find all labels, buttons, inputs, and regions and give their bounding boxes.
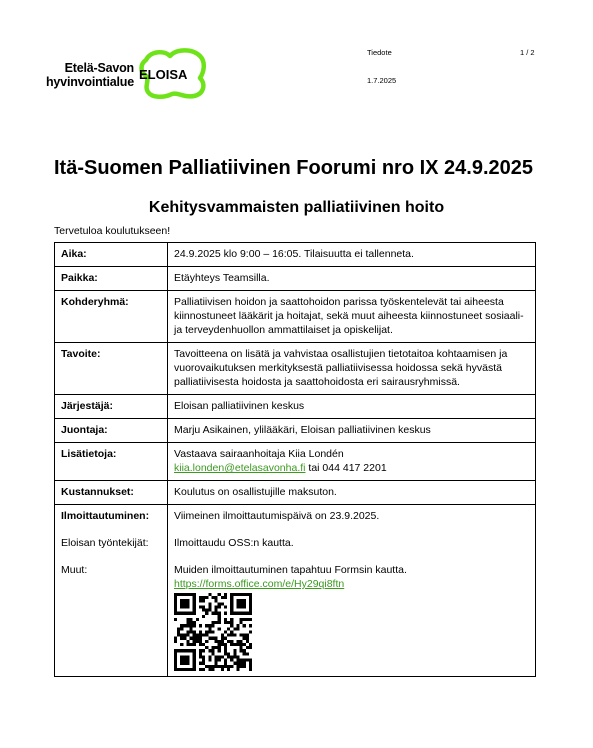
paikka-value: Etäyhteys Teamsilla.	[168, 267, 536, 291]
muut-label: Muut:	[61, 564, 88, 576]
lisatietoja-label: Lisätietoja:	[55, 443, 168, 481]
table-row	[55, 291, 536, 343]
page-number: 1 / 2	[520, 48, 535, 57]
org-logo	[46, 48, 210, 100]
table-row	[55, 481, 536, 505]
contact-email-link[interactable]: kiia.londen@etelasavonha.fi	[174, 462, 306, 474]
lisatietoja-value	[168, 443, 536, 481]
table-row	[55, 443, 536, 481]
page-title: Itä-Suomen Palliatiivinen Foorumi nro IX 24.9.2025	[54, 157, 534, 179]
kohderyhma-value: Palliatiivisen hoidon ja saattohoidon parissa työskentelevät tai aiheesta kiinnostuneet lääkärit ja hoitajat, sekä muut aiheesta kiinnostuneet sosiaali- ja terveydenhuollon ammattilaiset ja opiskelijat.	[168, 291, 536, 343]
tyontekijat-label: Eloisan työntekijät:	[61, 537, 149, 549]
aika-label: Aika:	[55, 243, 168, 267]
tyontekijat-value: Ilmoittaudu OSS:n kautta.	[174, 537, 294, 549]
paikka-label: Paikka:	[55, 267, 168, 291]
doc-type: Tiedote	[367, 48, 392, 57]
table-row	[55, 243, 536, 267]
page-subtitle: Kehitysvammaisten palliatiivinen hoito	[148, 199, 445, 216]
kustannukset-label: Kustannukset:	[55, 481, 168, 505]
table-row	[55, 395, 536, 419]
juontaja-value: Marju Asikainen, ylilääkäri, Eloisan palliatiivinen keskus	[168, 419, 536, 443]
table-row	[55, 343, 536, 395]
table-row	[55, 419, 536, 443]
eloisa-logo-mark	[134, 48, 212, 100]
ilmoittautuminen-values	[168, 505, 536, 677]
info-table	[54, 242, 536, 677]
doc-date: 1.7.2025	[367, 76, 397, 85]
contact-details	[174, 461, 529, 475]
aika-value: 24.9.2025 klo 9:00 – 16:05. Tilaisuutta ei tallenneta.	[168, 243, 536, 267]
qr-code-image	[174, 593, 252, 671]
tavoite-label: Tavoite:	[55, 343, 168, 395]
ilmoittautuminen-labels	[55, 505, 168, 677]
tavoite-value: Tavoitteena on lisätä ja vahvistaa osallistujien tietotaitoa kohtaamisen ja vuorovaikutuksen merkityksestä palliatiivisessa hoidossa sekä hyvästä palliatiivisesta hoidosta ja saattohoidosta eri sairausryhmissä.	[168, 343, 536, 395]
welcome-text: Tervetuloa koulutukseen!	[54, 225, 171, 237]
ilmoittautuminen-label: Ilmoittautuminen:	[61, 510, 150, 522]
juontaja-label: Juontaja:	[55, 419, 168, 443]
jarjestaja-value: Eloisan palliatiivinen keskus	[168, 395, 536, 419]
ilmoittautuminen-value: Viimeinen ilmoittautumispäivä on 23.9.2025.	[174, 510, 380, 522]
table-row	[55, 267, 536, 291]
forms-link[interactable]: https://forms.office.com/e/Hy29qi8ftn	[174, 578, 345, 590]
table-row	[55, 505, 536, 677]
kohderyhma-label: Kohderyhmä:	[55, 291, 168, 343]
org-name-line2: hyvinvointialue	[46, 74, 134, 89]
contact-person: Vastaava sairaanhoitaja Kiia Londén	[174, 448, 344, 460]
org-name	[46, 62, 134, 89]
org-name-line1: Etelä-Savon	[64, 61, 134, 75]
jarjestaja-label: Järjestäjä:	[55, 395, 168, 419]
muut-value: Muiden ilmoittautuminen tapahtuu Formsin kautta.	[174, 564, 407, 576]
brand-text: ELOISA	[139, 67, 188, 82]
contact-phone: tai 044 417 2201	[305, 462, 387, 474]
kustannukset-value: Koulutus on osallistujille maksuton.	[168, 481, 536, 505]
